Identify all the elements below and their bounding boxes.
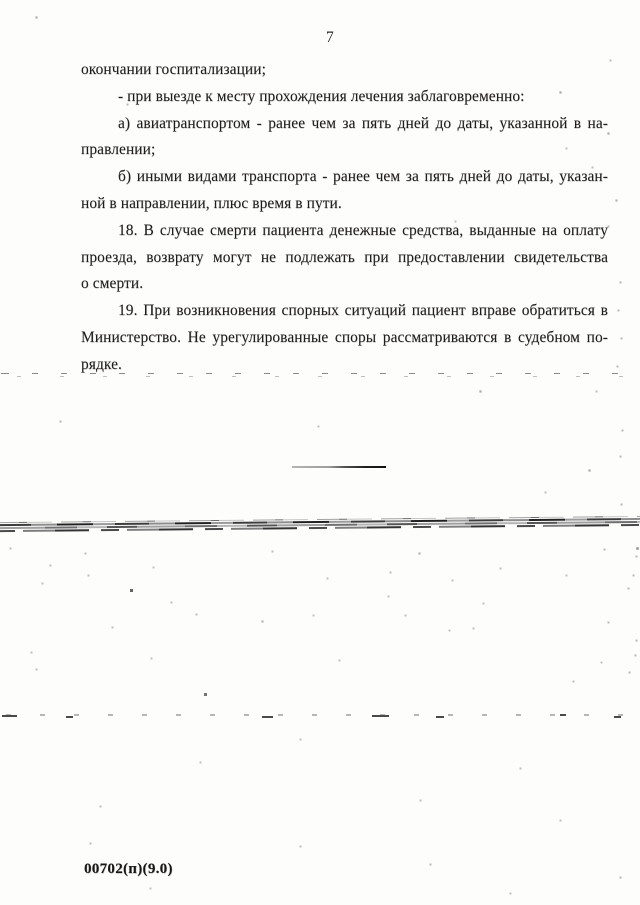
scan-artifact-dotted-line-bottom xyxy=(0,714,640,720)
text-line: ной в направлении, плюс время в пути. xyxy=(81,194,342,212)
text-line: окончании госпитализации; xyxy=(81,61,266,78)
scan-artifact-dash xyxy=(372,715,389,717)
section-divider-line xyxy=(292,466,386,468)
band-stripe xyxy=(0,521,640,529)
text-line: - при выезде к месту прохождения лечения заблаговременно: xyxy=(118,87,525,105)
text-line: б) иными видами транспорта - ранее чем за пять дней до даты, указан- xyxy=(118,168,608,186)
band-stripe xyxy=(0,516,640,523)
text-line: 19. При возникновения спорных ситуаций пациент вправе обратиться в xyxy=(118,302,608,320)
band-stripe xyxy=(0,518,640,526)
scan-artifact-dash xyxy=(262,716,273,718)
page-number: 7 xyxy=(326,29,334,46)
scan-noise-speckles xyxy=(0,0,1,1)
text-line: а) авиатранспортом - ранее чем за пять дней до даты, указанной в на- xyxy=(118,114,608,132)
text-line: правлении; xyxy=(81,141,156,159)
scan-artifact-dash xyxy=(2,715,17,717)
scan-artifact-dash xyxy=(436,716,444,718)
scan-artifact-dash xyxy=(66,716,73,718)
scan-artifact-dash xyxy=(614,716,621,718)
text-line: 18. В случае смерти пациента денежные средства, выданные на оплату xyxy=(118,221,608,239)
text-line: проезда, возврату могут не подлежать при предоставлении свидетельства xyxy=(81,248,608,266)
scan-artifact-dash xyxy=(560,714,566,716)
text-line: рядке. xyxy=(81,355,122,373)
document-body xyxy=(81,57,608,379)
document-code: 00702(п)(9.0) xyxy=(84,861,173,877)
text-line: о смерти. xyxy=(81,275,144,293)
scan-artifact-stripe-band xyxy=(0,516,640,532)
text-line: Министерство. Не урегулированные споры рассматриваются в судебном по- xyxy=(81,328,608,346)
dotted-row xyxy=(0,714,640,716)
band-stripe xyxy=(0,524,640,532)
